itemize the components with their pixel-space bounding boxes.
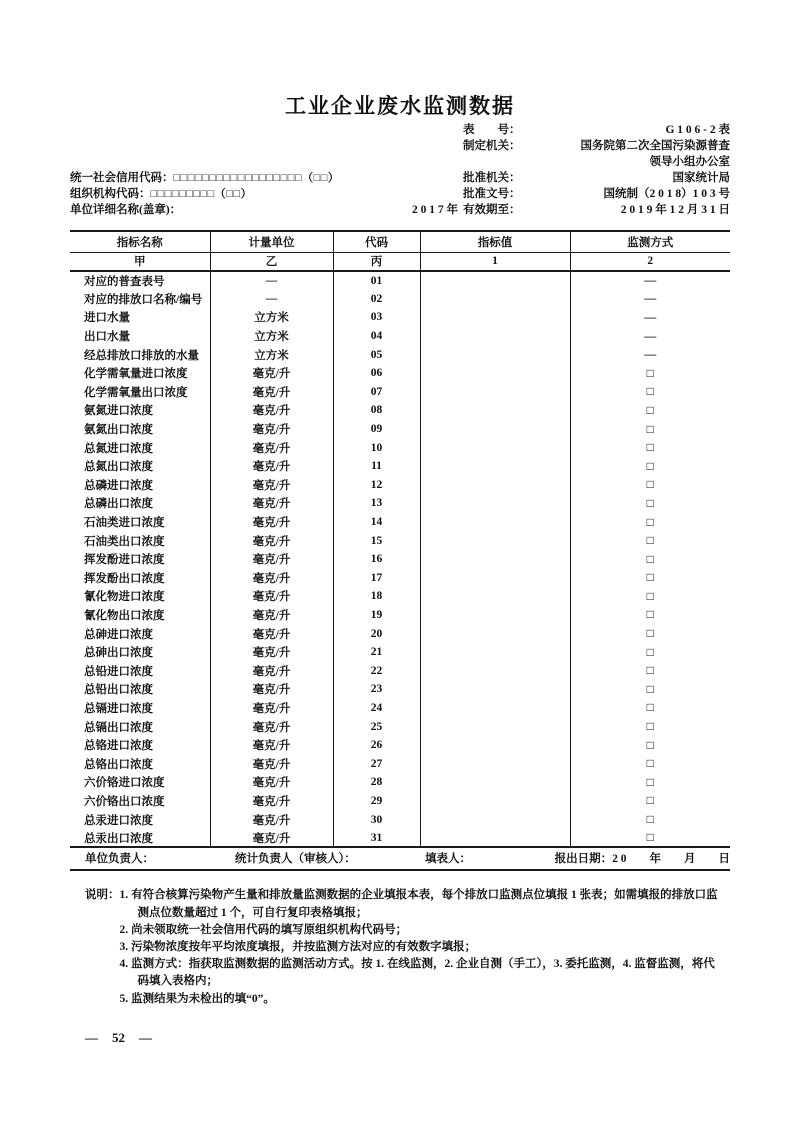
value-cell xyxy=(420,643,570,662)
value-cell xyxy=(420,364,570,383)
indicator-name: 总铅出口浓度 xyxy=(84,684,153,697)
code-cell: 03 xyxy=(333,308,420,327)
table-row xyxy=(70,810,730,829)
method-cell: □ xyxy=(570,569,730,588)
unit-cell: 毫克/升 xyxy=(210,364,333,383)
method-cell: □ xyxy=(570,680,730,699)
indicator-name: 化学需氧量进口浓度 xyxy=(84,368,188,381)
page-number xyxy=(70,1030,730,1046)
indicator-table xyxy=(70,230,730,848)
table-row xyxy=(70,643,730,662)
unit-cell: 毫克/升 xyxy=(210,773,333,792)
method-cell: □ xyxy=(570,457,730,476)
table-row xyxy=(70,569,730,588)
value-cell xyxy=(420,476,570,495)
unit-cell: 毫克/升 xyxy=(210,457,333,476)
method-cell: □ xyxy=(570,420,730,439)
unit-name-row xyxy=(70,202,458,218)
indicator-name: 石油类进口浓度 xyxy=(84,517,165,530)
table-row xyxy=(70,829,730,848)
unit-cell: — xyxy=(210,290,333,309)
approving-agency-label: 批准机关： xyxy=(463,172,521,184)
table-row xyxy=(70,290,730,309)
method-cell: □ xyxy=(570,736,730,755)
method-cell: — xyxy=(570,308,730,327)
table-row xyxy=(70,550,730,569)
indicator-name: 总磷进口浓度 xyxy=(84,479,153,492)
table-subheader-row xyxy=(70,252,730,271)
unit-head-label: 单位负责人： xyxy=(85,853,154,866)
indicator-name: 六价铬出口浓度 xyxy=(84,795,165,808)
unit-cell: 立方米 xyxy=(210,345,333,364)
value-cell xyxy=(420,773,570,792)
form-number-value: G 1 0 6 - 2 表 xyxy=(665,124,730,136)
unit-cell: 毫克/升 xyxy=(210,569,333,588)
value-cell xyxy=(420,438,570,457)
subheader-bing: 丙 xyxy=(333,252,420,271)
method-cell: — xyxy=(570,345,730,364)
table-row xyxy=(70,773,730,792)
code-cell: 27 xyxy=(333,754,420,773)
notes-items xyxy=(120,887,720,1007)
value-cell xyxy=(420,550,570,569)
unit-cell: 毫克/升 xyxy=(210,736,333,755)
method-cell: □ xyxy=(570,494,730,513)
form-header xyxy=(70,116,730,230)
table-row xyxy=(70,401,730,420)
indicator-table-body xyxy=(70,271,730,847)
value-cell xyxy=(420,717,570,736)
table-row xyxy=(70,438,730,457)
indicator-name: 总铬进口浓度 xyxy=(84,740,153,753)
unit-cell: 毫克/升 xyxy=(210,476,333,495)
unit-cell: 毫克/升 xyxy=(210,383,333,402)
value-cell xyxy=(420,792,570,811)
method-cell: □ xyxy=(570,438,730,457)
unit-cell: 毫克/升 xyxy=(210,420,333,439)
method-cell: □ xyxy=(570,810,730,829)
table-row xyxy=(70,271,730,290)
table-header-row xyxy=(70,231,730,252)
valid-until-value: 2 0 1 9 年 1 2 月 3 1 日 xyxy=(620,204,730,216)
table-row xyxy=(70,754,730,773)
method-cell: □ xyxy=(570,754,730,773)
method-cell: □ xyxy=(570,401,730,420)
unit-cell: 毫克/升 xyxy=(210,587,333,606)
indicator-name: 化学需氧量出口浓度 xyxy=(84,386,188,399)
value-cell xyxy=(420,680,570,699)
indicator-name: 总镉出口浓度 xyxy=(84,721,153,734)
table-row xyxy=(70,661,730,680)
col-header-code: 代码 xyxy=(333,231,420,252)
value-cell xyxy=(420,661,570,680)
unit-cell: 毫克/升 xyxy=(210,699,333,718)
method-cell: □ xyxy=(570,624,730,643)
method-cell: □ xyxy=(570,792,730,811)
table-row xyxy=(70,531,730,550)
note-number: 3. xyxy=(119,941,129,954)
note-text: 尚未领取统一社会信用代码的填写原组织机构代码号； xyxy=(131,923,408,936)
unit-cell: 毫克/升 xyxy=(210,513,333,532)
unit-cell: 毫克/升 xyxy=(210,401,333,420)
indicator-name: 总氮进口浓度 xyxy=(84,442,153,455)
unit-cell: 毫克/升 xyxy=(210,531,333,550)
note-text: 监测结果为未检出的填“0”。 xyxy=(131,992,275,1005)
table-row xyxy=(70,587,730,606)
unit-cell: 毫克/升 xyxy=(210,550,333,569)
unit-cell: 立方米 xyxy=(210,308,333,327)
unit-cell: 毫克/升 xyxy=(210,661,333,680)
issuing-agency-value-2: 领导小组办公室 xyxy=(649,156,730,168)
unit-cell: 立方米 xyxy=(210,327,333,346)
stats-head-label: 统计负责人（审核人）： xyxy=(235,853,356,866)
page-number-dash-right: — xyxy=(139,1029,152,1045)
org-code-label: 组织机构代码： xyxy=(70,188,151,200)
col-header-unit: 计量单位 xyxy=(210,231,333,252)
indicator-name: 总氮出口浓度 xyxy=(84,461,153,474)
value-cell xyxy=(420,624,570,643)
report-date-label: 报出日期：2 0 年 月 日 xyxy=(554,853,730,866)
indicator-name: 总汞出口浓度 xyxy=(84,832,153,845)
method-cell: □ xyxy=(570,829,730,848)
note-text: 污染物浓度按年平均浓度填报，并按监测方法对应的有效数字填报； xyxy=(131,941,477,954)
table-row xyxy=(70,736,730,755)
code-cell: 18 xyxy=(333,587,420,606)
value-cell xyxy=(420,810,570,829)
indicator-name: 总镉进口浓度 xyxy=(84,702,153,715)
code-cell: 14 xyxy=(333,513,420,532)
value-cell xyxy=(420,699,570,718)
table-row xyxy=(70,717,730,736)
unit-cell: 毫克/升 xyxy=(210,717,333,736)
issuing-agency-row-2 xyxy=(463,154,730,170)
method-cell: □ xyxy=(570,773,730,792)
indicator-name: 挥发酚进口浓度 xyxy=(84,554,165,567)
page-number-dash-left: — xyxy=(85,1029,98,1045)
approval-doc-label: 批准文号： xyxy=(463,188,521,200)
code-cell: 06 xyxy=(333,364,420,383)
code-cell: 07 xyxy=(333,383,420,402)
note-item xyxy=(120,939,720,956)
indicator-name: 挥发酚出口浓度 xyxy=(84,572,165,585)
method-cell: □ xyxy=(570,364,730,383)
approval-doc-row xyxy=(463,186,730,202)
table-row xyxy=(70,364,730,383)
unit-cell: 毫克/升 xyxy=(210,606,333,625)
note-item xyxy=(120,956,720,990)
table-row xyxy=(70,606,730,625)
indicator-name: 石油类出口浓度 xyxy=(84,535,165,548)
form-title: 工业企业废水监测数据 xyxy=(285,94,515,118)
issuing-agency-row xyxy=(463,138,730,154)
table-row xyxy=(70,327,730,346)
value-cell xyxy=(420,327,570,346)
credit-code-label: 统一社会信用代码： xyxy=(70,172,174,184)
code-cell: 04 xyxy=(333,327,420,346)
code-cell: 28 xyxy=(333,773,420,792)
valid-until-row xyxy=(463,202,730,218)
indicator-name: 氨氮出口浓度 xyxy=(84,424,153,437)
table-row xyxy=(70,345,730,364)
table-row xyxy=(70,513,730,532)
credit-code-row xyxy=(70,170,458,186)
subheader-yi: 乙 xyxy=(210,252,333,271)
indicator-name: 经总排放口排放的水量 xyxy=(84,349,199,362)
code-cell: 24 xyxy=(333,699,420,718)
value-cell xyxy=(420,457,570,476)
issuing-agency-label: 制定机关： xyxy=(463,140,521,152)
note-number: 1. xyxy=(119,889,129,902)
note-item xyxy=(120,887,720,921)
method-cell: □ xyxy=(570,513,730,532)
code-cell: 02 xyxy=(333,290,420,309)
notes-label: 说明： xyxy=(85,889,120,902)
table-row xyxy=(70,624,730,643)
unit-name-label: 单位详细名称(盖章)： xyxy=(70,204,182,216)
value-cell xyxy=(420,308,570,327)
code-cell: 23 xyxy=(333,680,420,699)
method-cell: — xyxy=(570,327,730,346)
value-cell xyxy=(420,271,570,290)
subheader-1: 1 xyxy=(420,252,570,271)
unit-cell: 毫克/升 xyxy=(210,829,333,848)
indicator-name: 氰化物进口浓度 xyxy=(84,591,165,604)
value-cell xyxy=(420,736,570,755)
form-sheet xyxy=(70,0,730,1046)
approval-doc-value: 国统制（2 0 1 8）1 0 3 号 xyxy=(603,188,730,200)
approving-agency-row xyxy=(463,170,730,186)
table-row xyxy=(70,457,730,476)
value-cell xyxy=(420,383,570,402)
org-code-boxes: □□□□□□□□□（□□） xyxy=(150,188,253,200)
method-cell: — xyxy=(570,290,730,309)
indicator-name: 进口水量 xyxy=(84,312,130,325)
unit-cell: — xyxy=(210,271,333,290)
value-cell xyxy=(420,513,570,532)
indicator-name: 对应的普查表号 xyxy=(84,275,165,288)
method-cell: — xyxy=(570,271,730,290)
unit-cell: 毫克/升 xyxy=(210,680,333,699)
code-cell: 29 xyxy=(333,792,420,811)
note-number: 5. xyxy=(119,992,129,1005)
table-row xyxy=(70,792,730,811)
method-cell: □ xyxy=(570,717,730,736)
code-cell: 26 xyxy=(333,736,420,755)
table-row xyxy=(70,494,730,513)
note-text: 监测方式：指获取监测数据的监测活动方式。按 1. 在线监测，2. 企业自测（手工），3. 委托监测，4. 监督监测，将代码填入表格内； xyxy=(131,958,715,988)
form-number-row xyxy=(463,122,730,138)
value-cell xyxy=(420,606,570,625)
note-number: 4. xyxy=(119,958,129,971)
subheader-jia: 甲 xyxy=(70,252,210,271)
code-cell: 31 xyxy=(333,829,420,848)
method-cell: □ xyxy=(570,606,730,625)
value-cell xyxy=(420,494,570,513)
unit-cell: 毫克/升 xyxy=(210,754,333,773)
indicator-name: 出口水量 xyxy=(84,331,130,344)
indicator-name: 总砷出口浓度 xyxy=(84,647,153,660)
value-cell xyxy=(420,420,570,439)
issuing-agency-value: 国务院第二次全国污染源普查 xyxy=(580,140,730,152)
unit-cell: 毫克/升 xyxy=(210,624,333,643)
code-cell: 01 xyxy=(333,271,420,290)
signature-row xyxy=(70,848,730,871)
method-cell: □ xyxy=(570,550,730,569)
report-year: 2 0 1 7 年 xyxy=(412,204,458,216)
code-cell: 20 xyxy=(333,624,420,643)
code-cell: 09 xyxy=(333,420,420,439)
unit-cell: 毫克/升 xyxy=(210,810,333,829)
code-cell: 30 xyxy=(333,810,420,829)
method-cell: □ xyxy=(570,476,730,495)
value-cell xyxy=(420,290,570,309)
code-cell: 19 xyxy=(333,606,420,625)
indicator-name: 总汞进口浓度 xyxy=(84,814,153,827)
method-cell: □ xyxy=(570,587,730,606)
indicator-name: 总磷出口浓度 xyxy=(84,498,153,511)
code-cell: 10 xyxy=(333,438,420,457)
code-cell: 05 xyxy=(333,345,420,364)
method-cell: □ xyxy=(570,643,730,662)
indicator-name: 总铅进口浓度 xyxy=(84,665,153,678)
note-text: 有符合核算污染物产生量和排放量监测数据的企业填报本表，每个排放口监测点位填报 1 张表；如需填报的排放口监测点位数量超过 1 个，可自行复印表格填报； xyxy=(131,889,718,919)
method-cell: □ xyxy=(570,531,730,550)
value-cell xyxy=(420,829,570,848)
code-cell: 17 xyxy=(333,569,420,588)
indicator-name: 总铬出口浓度 xyxy=(84,758,153,771)
value-cell xyxy=(420,531,570,550)
method-cell: □ xyxy=(570,383,730,402)
table-row xyxy=(70,308,730,327)
approving-agency-value: 国家统计局 xyxy=(672,172,730,184)
indicator-name: 六价铬进口浓度 xyxy=(84,777,165,790)
preparer-label: 填表人： xyxy=(425,853,471,866)
code-cell: 08 xyxy=(333,401,420,420)
valid-until-label: 有效期至： xyxy=(463,204,521,216)
credit-code-boxes: □□□□□□□□□□□□□□□□□□（□□） xyxy=(173,172,340,184)
code-cell: 25 xyxy=(333,717,420,736)
table-row xyxy=(70,680,730,699)
org-code-row xyxy=(70,186,458,202)
value-cell xyxy=(420,401,570,420)
note-item xyxy=(120,991,720,1008)
value-cell xyxy=(420,587,570,606)
subheader-2: 2 xyxy=(570,252,730,271)
code-cell: 11 xyxy=(333,457,420,476)
code-cell: 21 xyxy=(333,643,420,662)
table-row xyxy=(70,699,730,718)
code-cell: 16 xyxy=(333,550,420,569)
notes-section xyxy=(70,887,730,1007)
table-row xyxy=(70,476,730,495)
code-cell: 12 xyxy=(333,476,420,495)
form-number-label: 表 号： xyxy=(463,124,521,136)
indicator-name: 氰化物出口浓度 xyxy=(84,609,165,622)
col-header-value: 指标值 xyxy=(420,231,570,252)
unit-cell: 毫克/升 xyxy=(210,643,333,662)
code-cell: 13 xyxy=(333,494,420,513)
note-item xyxy=(120,922,720,939)
method-cell: □ xyxy=(570,661,730,680)
col-header-indicator-name: 指标名称 xyxy=(70,231,210,252)
code-cell: 15 xyxy=(333,531,420,550)
table-row xyxy=(70,383,730,402)
code-cell: 22 xyxy=(333,661,420,680)
value-cell xyxy=(420,569,570,588)
unit-cell: 毫克/升 xyxy=(210,792,333,811)
table-row xyxy=(70,420,730,439)
value-cell xyxy=(420,345,570,364)
indicator-name: 对应的排放口名称/编号 xyxy=(84,293,203,306)
unit-cell: 毫克/升 xyxy=(210,438,333,457)
indicator-name: 氨氮进口浓度 xyxy=(84,405,153,418)
indicator-name: 总砷进口浓度 xyxy=(84,628,153,641)
page-number-value: 52 xyxy=(112,1029,125,1045)
col-header-method: 监测方式 xyxy=(570,231,730,252)
unit-cell: 毫克/升 xyxy=(210,494,333,513)
value-cell xyxy=(420,754,570,773)
method-cell: □ xyxy=(570,699,730,718)
note-number: 2. xyxy=(119,923,129,936)
